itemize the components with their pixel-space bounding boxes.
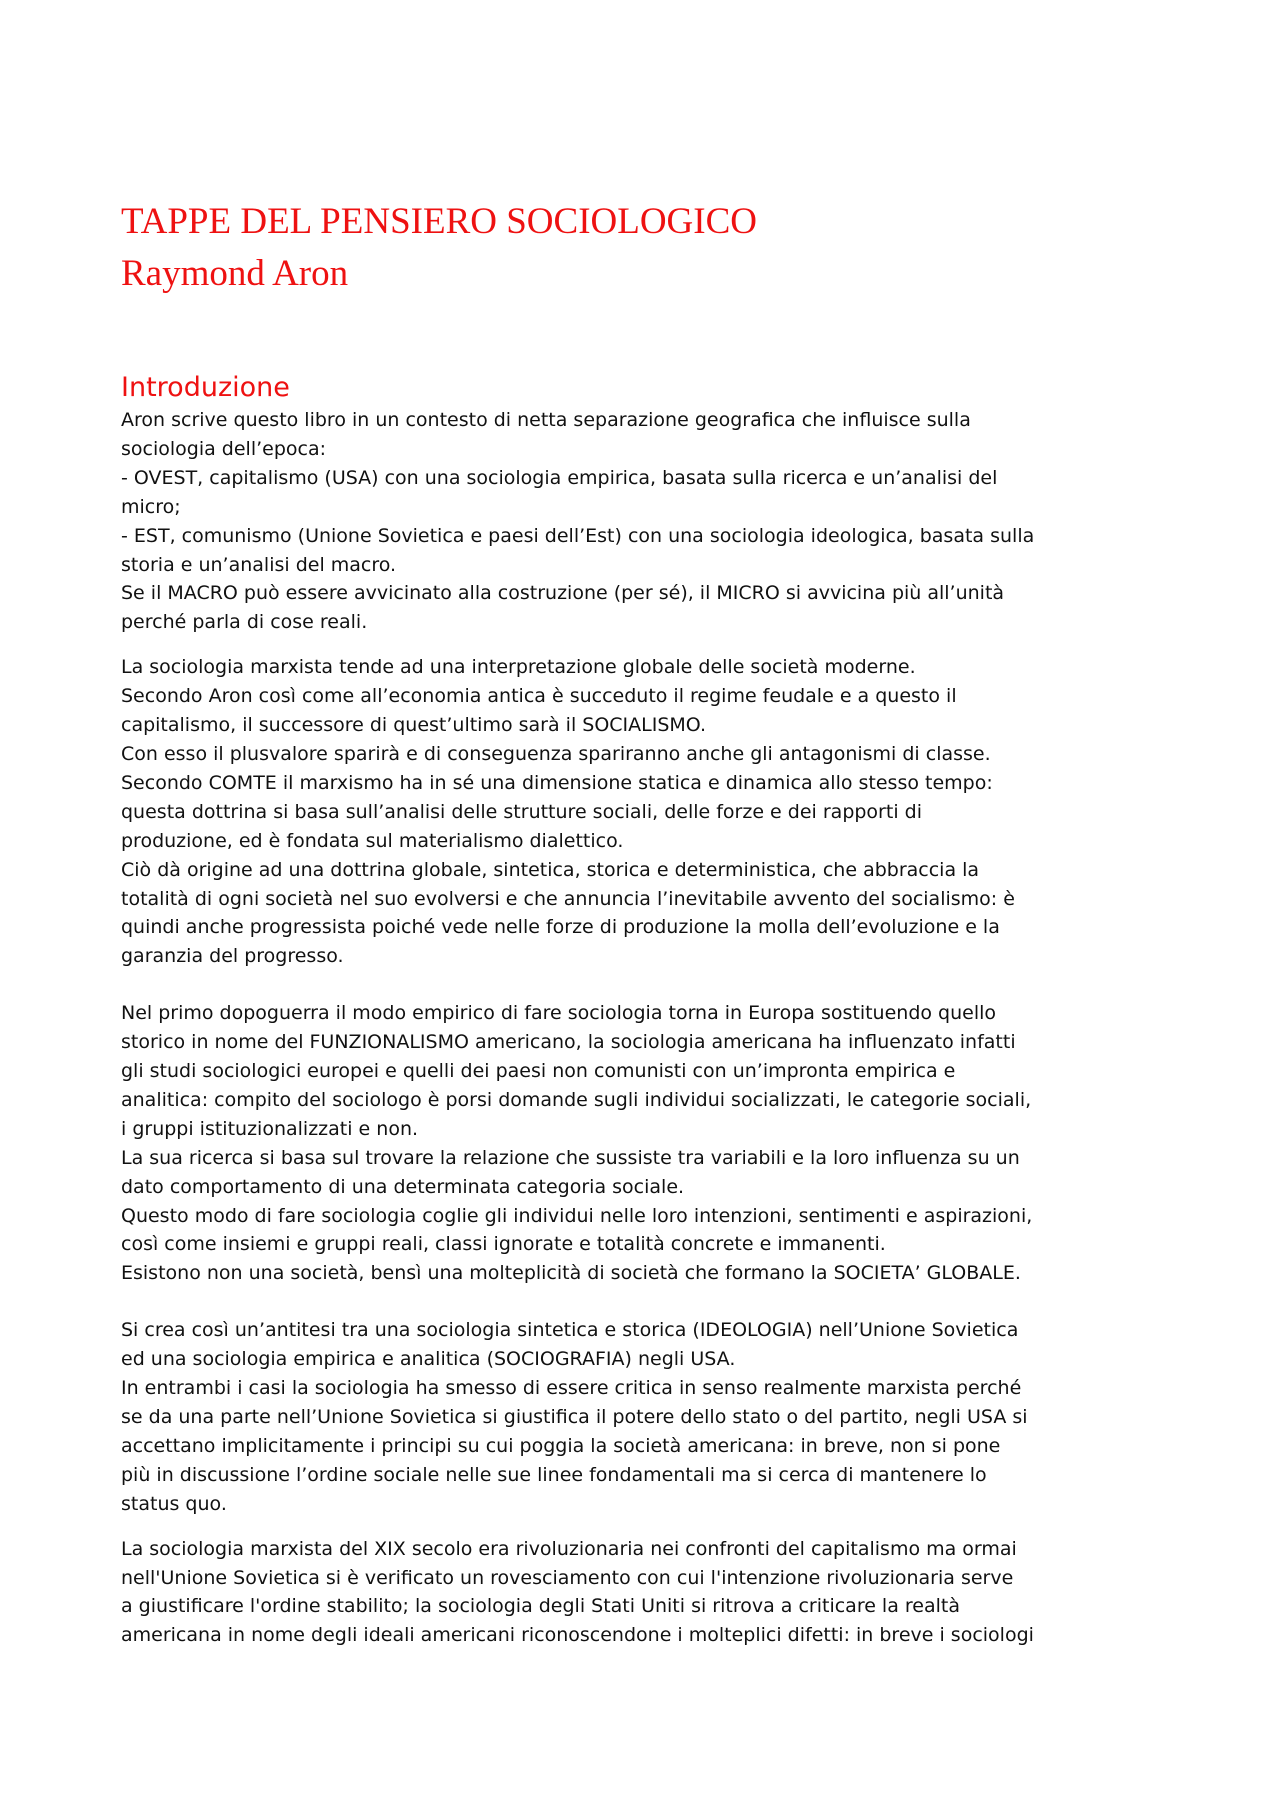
text-line: Nel primo dopoguerra il modo empirico di fare sociologia torna in Europa sostituendo quello: [121, 1002, 997, 1025]
text-line: micro;: [121, 495, 181, 518]
paragraph-3: [121, 999, 1171, 1288]
text-line: In entrambi i casi la sociologia ha smesso di essere critica in senso realmente marxista perché: [121, 1377, 1022, 1400]
body-text: [121, 406, 1171, 1650]
text-line: - EST, comunismo (Unione Sovietica e paesi dell’Est) con una sociologia ideologica, basata sulla: [121, 524, 1035, 547]
paragraph-1: [121, 406, 1171, 637]
paragraph-5: [121, 1535, 1171, 1651]
text-line: gli studi sociologici europei e quelli dei paesi non comunisti con un’impronta empirica e: [121, 1060, 956, 1083]
text-line: americana in nome degli ideali americani riconoscendone i molteplici difetti: in breve i sociologi: [121, 1624, 1034, 1647]
text-line: La sua ricerca si basa sul trovare la relazione che sussiste tra variabili e la loro influenza su un: [121, 1146, 1020, 1169]
text-line: Esistono non una società, bensì una molteplicità di società che formano la SOCIETA’ GLOBALE.: [121, 1262, 1021, 1285]
text-line: quindi anche progressista poiché vede nelle forze di produzione la molla dell’evoluzione e la: [121, 916, 1000, 939]
text-line: garanzia del progresso.: [121, 945, 344, 968]
text-line: Se il MACRO può essere avvicinato alla costruzione (per sé), il MICRO si avvicina più all’unità: [121, 582, 1005, 605]
text-line: Ciò dà origine ad una dottrina globale, sintetica, storica e deterministica, che abbraccia la: [121, 858, 980, 881]
text-line: se da una parte nell’Unione Sovietica si giustifica il potere dello stato o del partito, negli USA si: [121, 1406, 1028, 1428]
text-line: storico in nome del FUNZIONALISMO americano, la sociologia americana ha influenzato infatti: [121, 1031, 1016, 1054]
text-line: più in discussione l’ordine sociale nelle sue linee fondamentali ma si cerca di mantenere lo: [121, 1463, 987, 1486]
text-line: totalità di ogni società nel suo evolversi e che annuncia l’inevitabile avvento del socialismo: è: [121, 887, 1015, 910]
text-line: Secondo COMTE il marxismo ha in sé una dimensione statica e dinamica allo stesso tempo:: [121, 771, 993, 794]
text-line: La sociologia marxista del XIX secolo era rivoluzionaria nei confronti del capitalismo ma ormai: [121, 1537, 1017, 1560]
paragraph-gap: [121, 971, 1171, 999]
text-line: Questo modo di fare sociologia coglie gli individui nelle loro intenzioni, sentimenti e aspirazioni,: [121, 1204, 1033, 1227]
paragraph-gap: [121, 637, 1171, 653]
text-line: capitalismo, il successore di quest’ultimo sarà il SOCIALISMO.: [121, 714, 707, 737]
text-line: Con esso il plusvalore sparirà e di conseguenza spariranno anche gli antagonismi di classe.: [121, 742, 991, 765]
text-line: sociologia dell’epoca:: [121, 437, 327, 460]
text-line: ed una sociologia empirica e analitica (SOCIOGRAFIA) negli USA.: [121, 1348, 736, 1371]
text-line: dato comportamento di una determinata categoria sociale.: [121, 1175, 685, 1198]
paragraph-2: [121, 653, 1171, 971]
text-line: - OVEST, capitalismo (USA) con una sociologia empirica, basata sulla ricerca e un’analisi del: [121, 466, 998, 489]
document-title: TAPPE DEL PENSIERO SOCIOLOGICO: [121, 201, 757, 242]
text-line: analitica: compito del sociologo è porsi domande sugli individui socializzati, le categorie sociali,: [121, 1088, 1032, 1111]
text-line: i gruppi istituzionalizzati e non.: [121, 1117, 419, 1140]
section-heading-introduzione: Introduzione: [121, 372, 290, 403]
paragraph-4: [121, 1316, 1171, 1518]
text-line: status quo.: [121, 1492, 227, 1515]
text-line: a giustificare l'ordine stabilito; la sociologia degli Stati Uniti si ritrova a criticare la realtà: [121, 1595, 960, 1618]
text-line: Aron scrive questo libro in un contesto di netta separazione geografica che influisce sulla: [121, 409, 971, 431]
text-line: perché parla di cose reali.: [121, 611, 368, 634]
text-line: accettano implicitamente i principi su cui poggia la società americana: in breve, non si pone: [121, 1434, 1001, 1457]
paragraph-gap: [121, 1519, 1171, 1535]
text-line: così come insiemi e gruppi reali, classi ignorate e totalità concrete e immanenti.: [121, 1233, 886, 1256]
text-line: storia e un’analisi del macro.: [121, 553, 397, 576]
paragraph-gap: [121, 1288, 1171, 1316]
text-line: Secondo Aron così come all’economia antica è succeduto il regime feudale e a questo il: [121, 685, 957, 708]
text-line: produzione, ed è fondata sul materialismo dialettico.: [121, 829, 624, 852]
document-author: Raymond Aron: [121, 253, 349, 294]
text-line: nell'Unione Sovietica si è verificato un rovesciamento con cui l'intenzione rivoluzionaria serve: [121, 1566, 1014, 1589]
text-line: questa dottrina si basa sull’analisi delle strutture sociali, delle forze e dei rapporti di: [121, 800, 922, 823]
page-content: [121, 196, 1171, 1650]
text-line: Si crea così un’antitesi tra una sociologia sintetica e storica (IDEOLOGIA) nell’Unione Sovietica: [121, 1319, 1019, 1342]
text-line: La sociologia marxista tende ad una interpretazione globale delle società moderne.: [121, 656, 916, 679]
